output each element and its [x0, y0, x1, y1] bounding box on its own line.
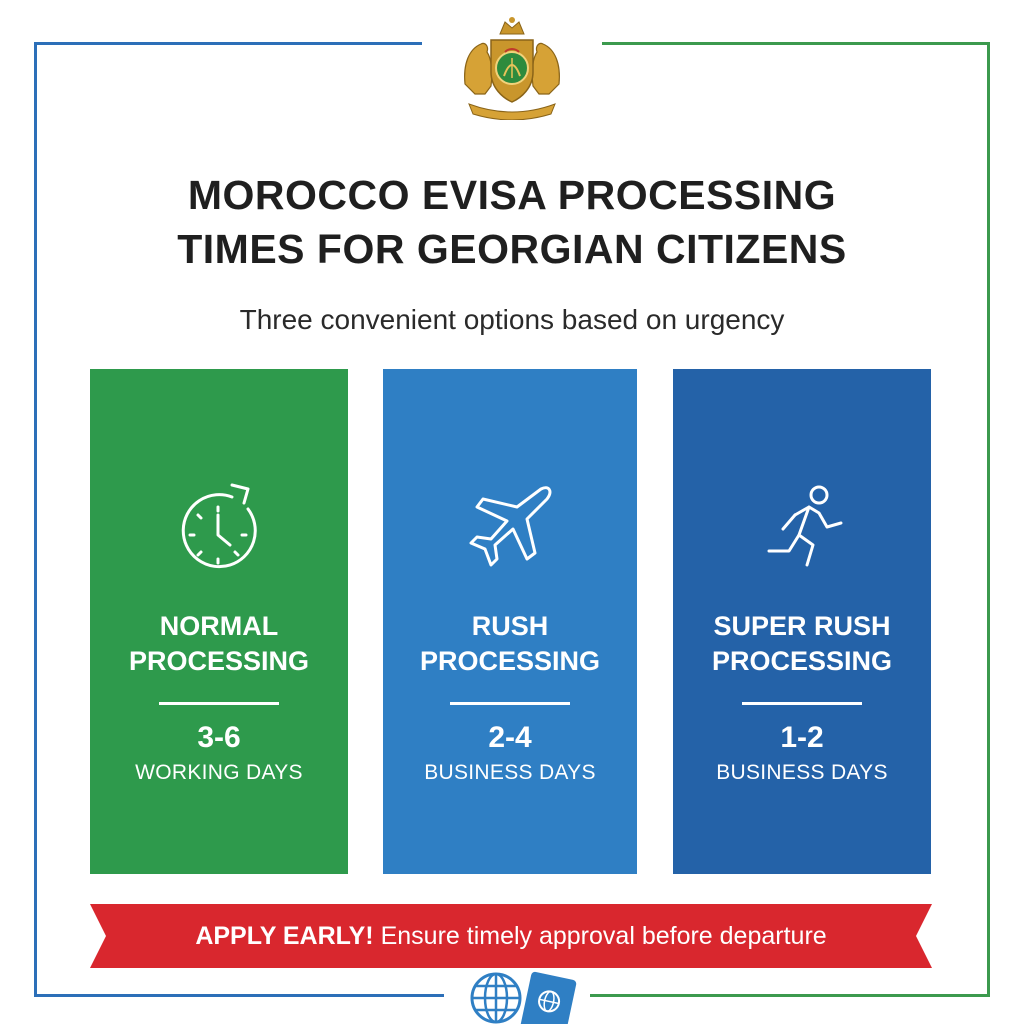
apply-early-banner [90, 902, 932, 970]
title-line-2: TIMES FOR GEORGIAN CITIZENS [177, 226, 847, 272]
frame-top-left [34, 42, 422, 45]
running-person-icon [673, 479, 931, 574]
option-unit: BUSINESS DAYS [716, 761, 888, 784]
page-title [0, 168, 1024, 276]
option-unit: WORKING DAYS [135, 761, 303, 784]
banner-strong: APPLY EARLY! [195, 922, 374, 950]
page-subtitle: Three convenient options based on urgency [239, 304, 785, 335]
coat-of-arms-emblem [455, 14, 569, 120]
frame-top-right [602, 42, 990, 45]
frame-bottom-right [590, 994, 990, 997]
divider [742, 702, 862, 705]
title-line-1: MOROCCO EVISA PROCESSING [187, 172, 837, 218]
airplane-icon [383, 479, 637, 574]
option-unit: BUSINESS DAYS [424, 761, 596, 784]
option-card-normal [90, 369, 348, 874]
banner-text [90, 922, 932, 951]
frame-bottom-left [34, 994, 444, 997]
option-range: 3-6 [197, 721, 241, 754]
globe-icon [472, 974, 520, 1022]
option-name: SUPER RUSH PROCESSING [711, 611, 893, 676]
option-range: 1-2 [780, 721, 824, 754]
banner-message: Ensure timely approval before departure [373, 922, 827, 950]
divider [159, 702, 279, 705]
globe-passport-icons [468, 968, 580, 1024]
passport-icon [520, 971, 577, 1024]
option-name: RUSH PROCESSING [419, 611, 601, 676]
stopwatch-icon [90, 479, 348, 574]
divider [450, 702, 570, 705]
option-card-super-rush [673, 369, 931, 874]
option-name: NORMAL PROCESSING [128, 611, 310, 676]
option-range: 2-4 [488, 721, 532, 754]
option-card-rush [383, 369, 637, 874]
